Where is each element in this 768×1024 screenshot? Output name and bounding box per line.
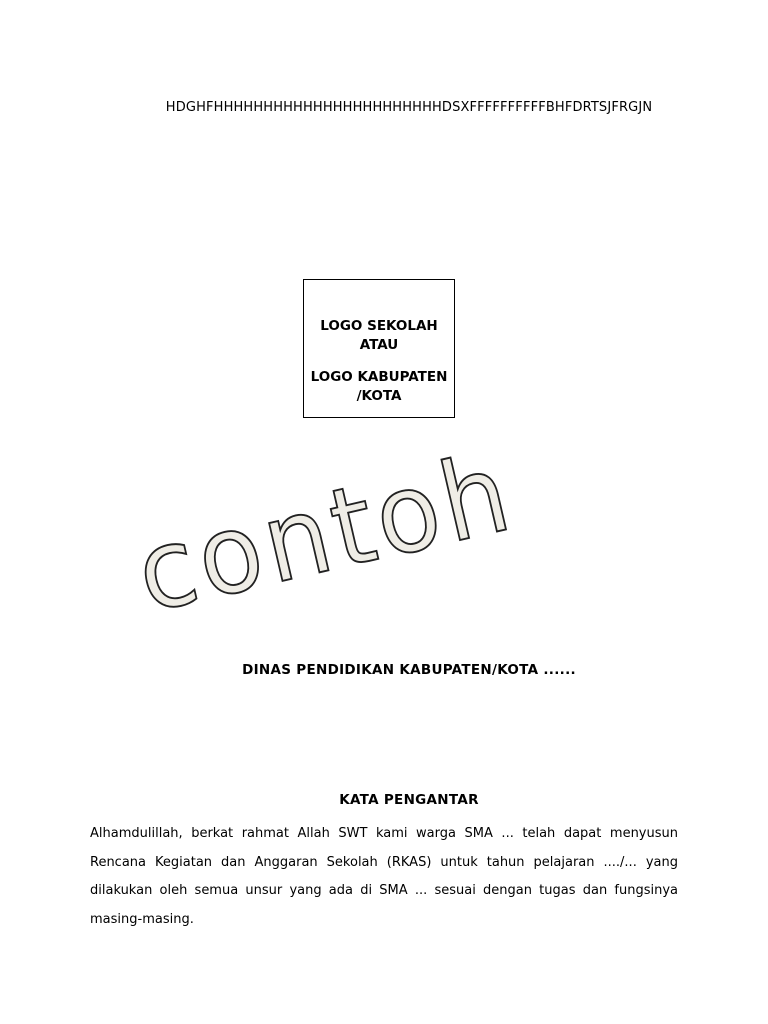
body-paragraph: Alhamdulillah, berkat rahmat Allah SWT kami warga SMA ... telah dapat menyusun Rencana Kegiatan dan Anggaran Sekolah (RKAS) untuk tahun pelajaran ..../... yang dilakukan oleh semua unsur yang ada di SMA ... sesuai dengan tugas dan fungsinya masing-masing. — [90, 826, 678, 927]
watermark-text: contoh — [125, 428, 525, 637]
section-title: KATA PENGANTAR — [339, 792, 479, 808]
logo-placeholder-line1: LOGO SEKOLAH ATAU — [320, 318, 438, 353]
header-text: HDGHFHHHHHHHHHHHHHHHHHHHHHHHDSXFFFFFFFFFFBHFDRTSJFRGJN — [165, 100, 653, 115]
agency-title: DINAS PENDIDIKAN KABUPATEN/KOTA ...... — [242, 662, 576, 678]
logo-placeholder-box — [303, 279, 455, 418]
logo-placeholder-line2: LOGO KABUPATEN /KOTA — [310, 369, 448, 404]
